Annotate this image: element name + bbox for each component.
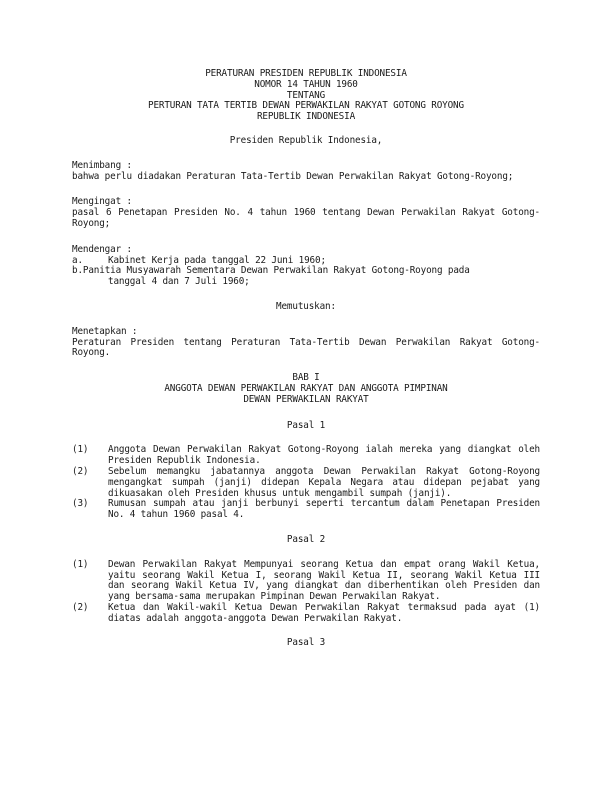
pasal-item [72, 445, 540, 467]
item-number: (3) [72, 498, 89, 510]
menimbang-text: bahwa perlu diadakan Peraturan Tata-Tertib Dewan Perwakilan Rakyat Gotong-Royong; [72, 170, 514, 182]
mengingat-text: pasal 6 Penetapan Presiden No. 4 tahun 1960 tentang Dewan Perwakilan Rakyat Gotong-Royong; [72, 207, 540, 229]
item-number: (1) [72, 558, 89, 570]
item-number: (2) [72, 465, 89, 477]
mendengar-section [72, 245, 540, 288]
issuer: Presiden Republik Indonesia, [229, 134, 383, 146]
item-text: Panitia Musyawarah Sementara Dewan Perwakilan Rakyat Gotong-Royong pada [82, 265, 470, 277]
item-text: Kabinet Kerja pada tanggal 22 Juni 1960; [108, 254, 326, 266]
item-number: (1) [72, 444, 89, 456]
mengingat-label: Mengingat : [72, 196, 132, 208]
menimbang-section [72, 161, 540, 183]
pasal-item [72, 603, 540, 625]
pasal-3-heading: Pasal 3 [286, 637, 326, 649]
item-number: (2) [72, 601, 89, 613]
item-text: Rumusan sumpah atau janji berbunyi seperti tercantum dalam Penetapan Presiden No. 4 tahun 1960 pasal 4. [108, 498, 540, 521]
item-text: Sebelum memangku jabatannya anggota Dewan Perwakilan Rakyat Gotong-Royong mengangkat sumpah (janji) didepan Kepala Negara atau didepan pejabat yang dikuasakan oleh Presiden khusus untuk mengambil sumpah (janji). [108, 465, 540, 499]
bab-title-line: ANGGOTA DEWAN PERWAKILAN RAKYAT DAN ANGGOTA PIMPINAN [164, 382, 448, 394]
bab-number: BAB I [292, 372, 320, 384]
document-page [72, 69, 540, 649]
pasal-1-heading: Pasal 1 [286, 419, 326, 431]
title-line: NOMOR 14 TAHUN 1960 [254, 78, 358, 90]
mendengar-label: Mendengar : [72, 243, 132, 255]
menetapkan-text: Peraturan Presiden tentang Peraturan Tata-Tertib Dewan Perwakilan Rakyat Gotong-Royong. [72, 336, 540, 359]
item-text: Dewan Perwakilan Rakyat Mempunyai seorang Ketua dan empat orang Wakil Ketua, yaitu seorang Wakil Ketua I, seorang Wakil Ketua II, seorang Wakil Ketua III dan seorang Wakil Ketua IV, yang diangkat dan diberhentikan oleh Presiden dan yang bersama-sama merupakan Pimpinan Dewan Perwakilan Rakyat. [108, 558, 540, 603]
menimbang-label: Menimbang : [72, 159, 132, 171]
item-marker: b. [72, 265, 83, 277]
bab-heading [72, 373, 540, 405]
title-line: REPUBLIK INDONESIA [256, 111, 356, 123]
title-line: PERTURAN TATA TERTIB DEWAN PERWAKILAN RAKYAT GOTONG ROYONG [148, 100, 464, 112]
title-line: TENTANG [286, 89, 326, 101]
item-marker: a. [72, 254, 83, 266]
item-text: Anggota Dewan Perwakilan Rakyat Gotong-Royong ialah mereka yang diangkat oleh Presiden Republik Indonesia. [108, 444, 540, 467]
title-line: PERATURAN PRESIDEN REPUBLIK INDONESIA [205, 68, 407, 79]
menetapkan-section [72, 327, 540, 359]
memutuskan-heading: Memutuskan: [276, 300, 336, 312]
document-title [72, 69, 540, 123]
pasal-2-heading: Pasal 2 [286, 533, 326, 545]
bab-title-line: DEWAN PERWAKILAN RAKYAT [243, 393, 369, 405]
menetapkan-label: Menetapkan : [72, 325, 138, 337]
pasal-1-items [72, 445, 540, 521]
pasal-item [72, 560, 540, 603]
pasal-2-items [72, 560, 540, 625]
pasal-item [72, 467, 540, 499]
mengingat-section [72, 197, 540, 229]
item-continuation: tanggal 4 dan 7 Juli 1960; [108, 276, 250, 288]
item-text: Ketua dan Wakil-wakil Ketua Dewan Perwakilan Rakyat termaksud pada ayat (1) diatas adalah anggota-anggota Dewan Perwakilan Rakyat. [108, 601, 540, 624]
pasal-item [72, 499, 540, 521]
